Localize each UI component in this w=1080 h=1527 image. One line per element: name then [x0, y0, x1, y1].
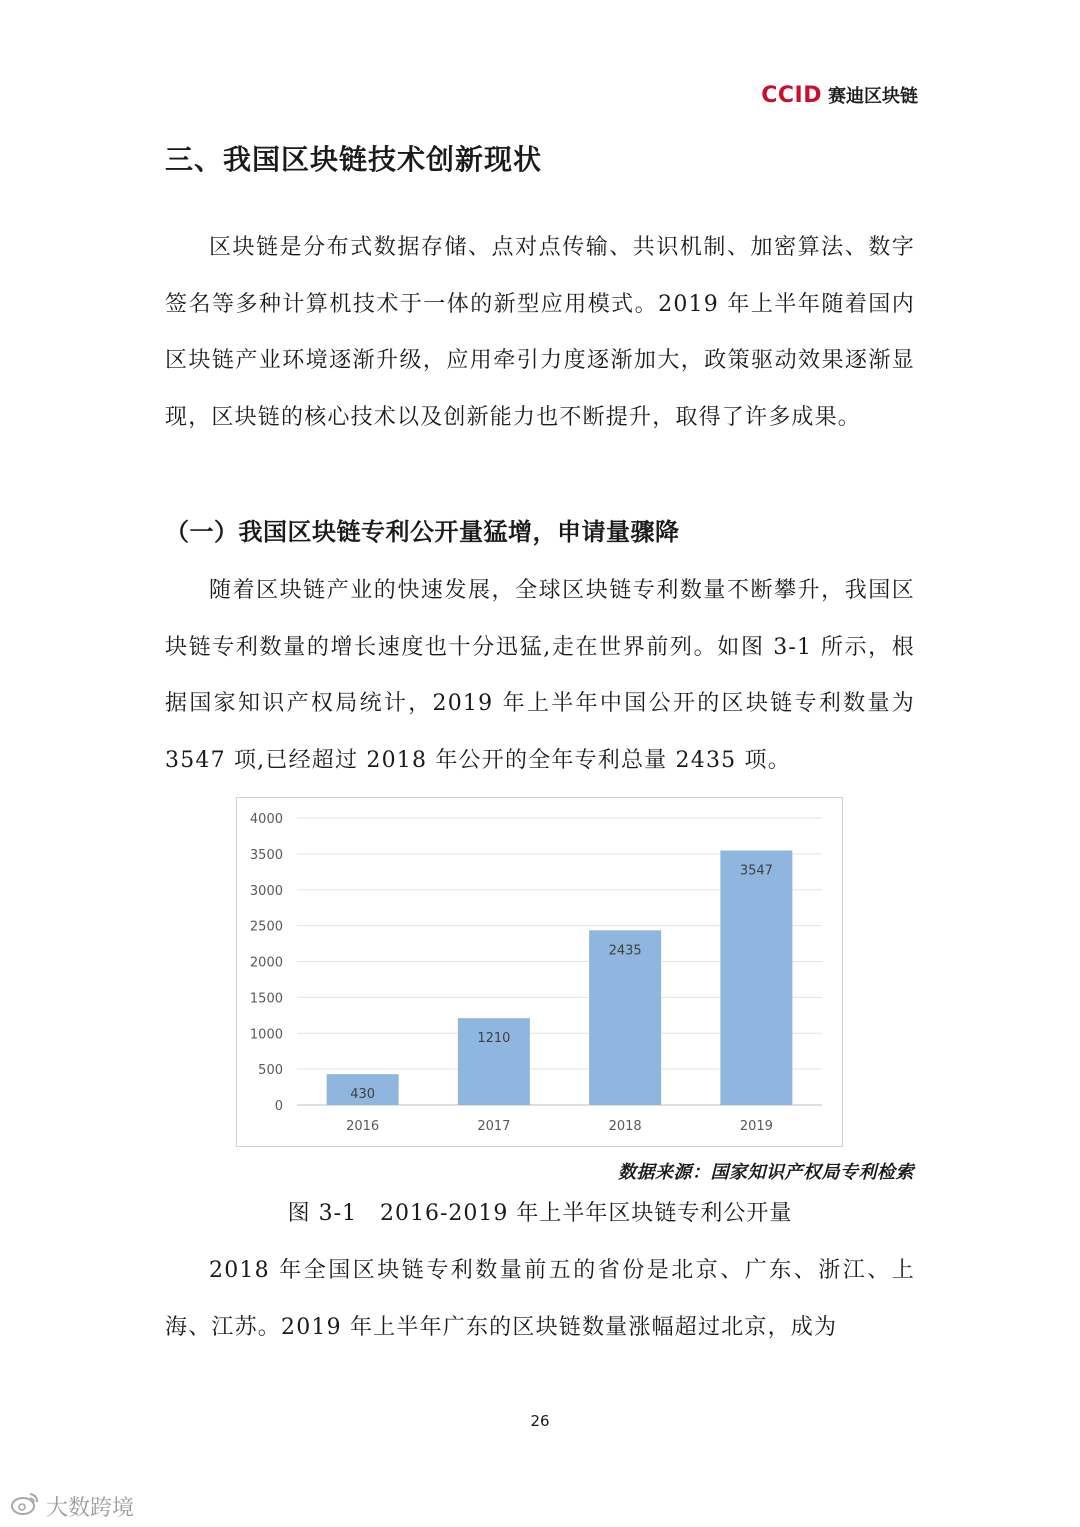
intro-paragraph: 区块链是分布式数据存储、点对点传输、共识机制、加密算法、数字签名等多种计算机技术于一体的新型应用模式。2019 年上半年随着国内区块链产业环境逐渐升级，应用牵引力度逐渐加大，政策驱动效果逐渐显现，区块链的核心技术以及创新能力也不断提升，取得了许多成果。	[165, 235, 915, 430]
y-tick-label: 4000	[249, 812, 283, 827]
data-label: 3547	[739, 863, 773, 879]
brand-name: 赛迪区块链	[828, 86, 918, 107]
data-label: 1210	[477, 1031, 511, 1047]
subsection-paragraph: 随着区块链产业的快速发展，全球区块链专利数量不断攀升，我国区块链专利数量的增长速度也十分迅猛,走在世界前列。如图 3-1 所示，根据国家知识产权局统计，2019 年上半年中国公开的区块链专利数量为 3547 项,已经超过 2018 年公开的全年专利总量 2435 项。	[165, 578, 915, 773]
y-tick-label: 0	[274, 1099, 283, 1114]
closing-paragraph: 2018 年全国区块链专利数量前五的省份是北京、广东、浙江、上海、江苏。2019 年上半年广东的区块链数量涨幅超过北京，成为	[165, 1258, 915, 1340]
data-label: 430	[350, 1087, 376, 1103]
y-tick-label: 1500	[249, 991, 283, 1007]
page-number: 26	[530, 1412, 550, 1430]
section-title: 三、我国区块链技术创新现状	[165, 143, 543, 176]
watermark	[10, 1490, 134, 1522]
patent-bar-chart	[236, 797, 843, 1147]
y-tick-label: 3500	[249, 847, 283, 863]
subsection-title: （一）我国区块链专利公开量猛增，申请量骤降	[165, 518, 680, 546]
y-tick-label: 500	[258, 1063, 283, 1079]
x-tick-label: 2019	[739, 1119, 773, 1134]
weibo-icon	[10, 1490, 40, 1522]
data-label: 2435	[608, 943, 642, 959]
bar	[720, 851, 792, 1105]
x-tick-label: 2017	[477, 1119, 511, 1134]
brand-logo-ccid: CCID	[761, 83, 822, 108]
y-tick-label: 3000	[249, 883, 283, 899]
x-tick-label: 2016	[346, 1119, 380, 1134]
y-tick-label: 2000	[249, 955, 283, 971]
x-tick-label: 2018	[608, 1119, 642, 1134]
watermark-text: 大数跨境	[46, 1495, 135, 1521]
chart-canvas	[237, 798, 842, 1146]
figure-caption: 图 3-1 2016-2019 年上半年区块链专利公开量	[287, 1201, 793, 1226]
y-tick-label: 2500	[249, 919, 283, 935]
header-brand	[761, 82, 918, 108]
figure-source: 数据来源：国家知识产权局专利检索	[618, 1162, 914, 1183]
y-tick-label: 1000	[249, 1027, 283, 1043]
